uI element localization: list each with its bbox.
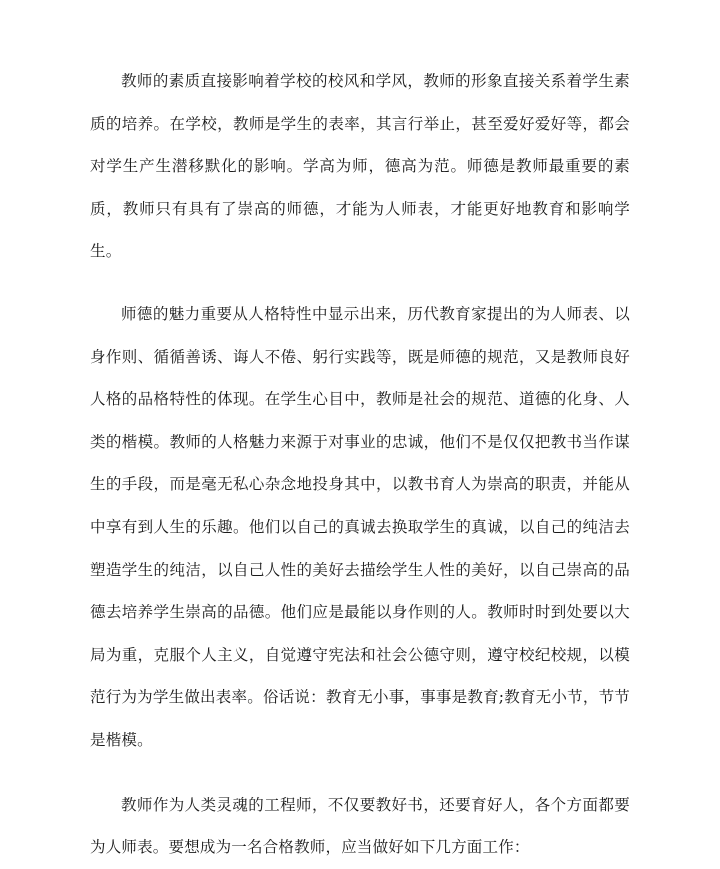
paragraph-teacher-role: 教师作为人类灵魂的工程师，不仅要教好书，还要育好人，各个方面都要为人师表。要想成为一名合格教师，应当做好如下几方面工作： — [90, 795, 630, 857]
paragraph-teacher-charm: 师德的魅力重要从人格特性中显示出来，历代教育家提出的为人师表、以身作则、循循善诱、诲人不倦、躬行实践等，既是师德的规范，又是教师良好人格的品格特性的体现。在学生心目中，教师是社会的规范、道德的化身、人类的楷模。教师的人格魅力来源于对事业的忠诚，他们不是仅仅把教书当作谋生的手段，而是毫无私心杂念地投身其中，以教书育人为崇高的职责，并能从中享有到人生的乐趣。他们以自己的真诚去换取学生的真诚，以自己的纯洁去塑造学生的纯洁，以自己人性的美好去描绘学生人性的美好，以自己崇高的品德去培养学生崇高的品德。他们应是最能以身作则的人。教师时时到处要以大局为重，克服个人主义，自觉遵守宪法和社会公德守则，遵守校纪校规，以模范行为为学生做出表率。俗话说：教育无小事，事事是教育;教育无小节，节节是楷模。 — [90, 304, 630, 749]
document-page — [90, 60, 630, 869]
paragraph-teacher-quality: 教师的素质直接影响着学校的校风和学风，教师的形象直接关系着学生素质的培养。在学校，教师是学生的表率，其言行举止，甚至爱好爱好等，都会对学生产生潜移默化的影响。学高为师，德高为范。师德是教师最重要的素质，教师只有具有了崇高的师德，才能为人师表，才能更好地教育和影响学生。 — [90, 72, 630, 261]
